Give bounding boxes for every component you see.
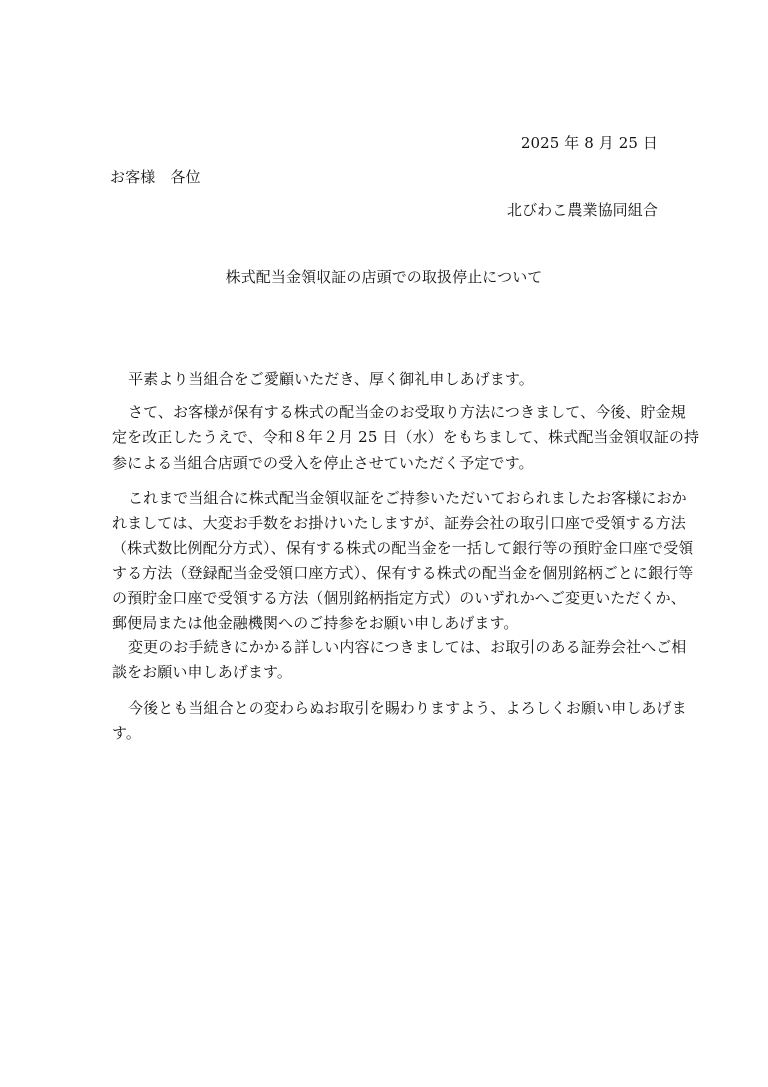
paragraph-2-line-1: さて、お客様が保有する株式の配当金のお受取り方法につきまして、今後、貯金規 bbox=[128, 403, 686, 421]
recipient-line: お客様 各位 bbox=[110, 168, 201, 186]
paragraph-3-line-2: れましては、大変お手数をお掛けいたしますが、証券会社の取引口座で受領する方法 bbox=[112, 514, 686, 532]
paragraph-3-line-3: （株式数比例配分方式）、保有する株式の配当金を一括して銀行等の預貯金口座で受領 bbox=[112, 539, 694, 557]
paragraph-3-line-6: 郵便局または他金融機関へのご持参をお願い申しあげます。 bbox=[112, 614, 519, 632]
sender-line: 北びわこ農業協同組合 bbox=[506, 201, 658, 219]
document-title: 株式配当金領収証の店頭での取扱停止について bbox=[225, 268, 543, 286]
paragraph-4-line-1: 変更のお手続きにかかる詳しい内容につきましては、お取引のある証券会社へご相 bbox=[128, 638, 687, 656]
paragraph-1-line-1: 平素より当組合をご愛顧いただき、厚く御礼申しあげます。 bbox=[128, 370, 534, 388]
paragraph-3-line-1: これまで当組合に株式配当金領収証をご持参いただいておられましたお客様におか bbox=[128, 489, 687, 507]
paragraph-4-line-2: 談をお願い申しあげます。 bbox=[112, 663, 293, 681]
paragraph-5-line-2: す。 bbox=[112, 724, 142, 742]
date-line: 2025 年 8 月 25 日 bbox=[520, 134, 658, 152]
paragraph-2-line-3: 参による当組合店頭での受入を停止させていただく予定です。 bbox=[112, 454, 534, 472]
paragraph-3-line-5: の預貯金口座で受領する方法（個別銘柄指定方式）のいずれかへご変更いただくか、 bbox=[112, 589, 686, 607]
paragraph-2-line-2: 定を改正したうえで、令和８年２月 25 日（水）をもちまして、株式配当金領収証の持 bbox=[112, 428, 700, 446]
paragraph-5-line-1: 今後とも当組合との変わらぬお取引を賜わりますよう、よろしくお願い申しあげま bbox=[128, 699, 687, 717]
paragraph-3-line-4: する方法（登録配当金受領口座方式）、保有する株式の配当金を個別銘柄ごとに銀行等 bbox=[112, 564, 694, 582]
